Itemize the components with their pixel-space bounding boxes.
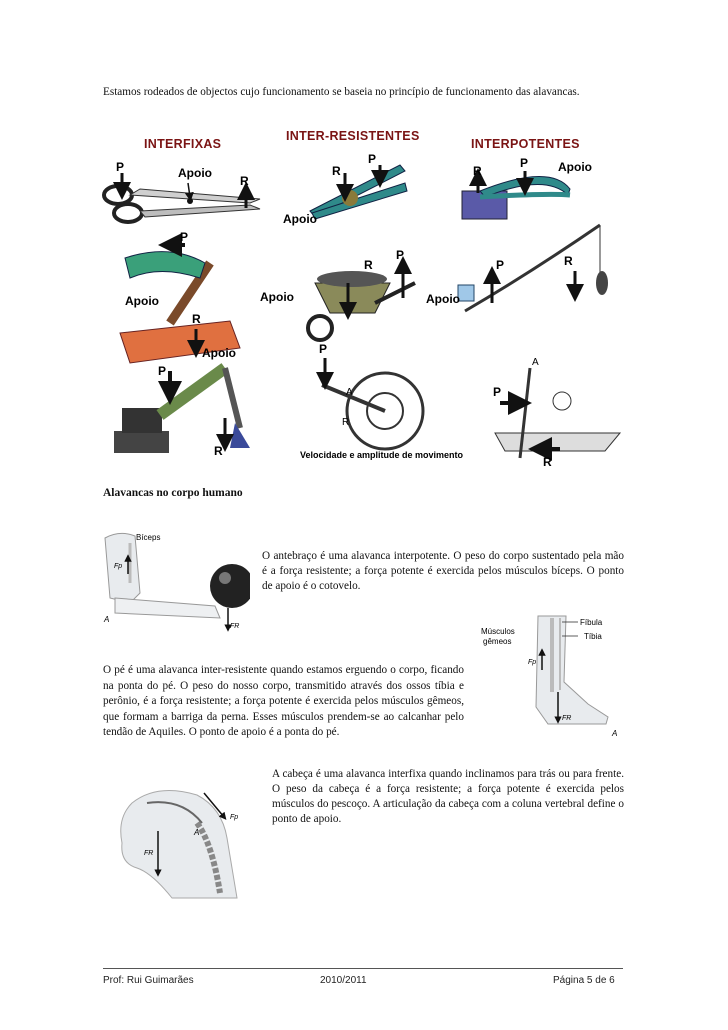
fr-label: FR xyxy=(562,715,572,722)
label-p: P xyxy=(496,258,505,272)
arm-paragraph: O antebraço é uma alavanca interpotente. O peso do corpo sustentado pela mão é a força resistente; a força potente é exercida pelos músculos bíceps. O ponto de apoio é o cotovelo. xyxy=(262,550,624,592)
label-p: P xyxy=(180,230,189,244)
tibia-label: Tíbia xyxy=(584,632,602,641)
gemeos-label: gêmeos xyxy=(483,637,512,646)
label-apoio: Apoio xyxy=(283,212,317,226)
label-apoio: Apoio xyxy=(260,290,294,304)
lever-illustrations xyxy=(100,153,630,470)
label-r: R xyxy=(473,164,482,178)
footer-divider xyxy=(103,968,623,969)
label-apoio: Apoio xyxy=(202,346,236,360)
head-figure xyxy=(112,783,262,901)
lever-examples-figure xyxy=(100,125,630,470)
label-p: P xyxy=(319,342,328,356)
label-apoio: Apoio xyxy=(178,166,212,180)
label-p: P xyxy=(116,160,125,174)
label-p: P xyxy=(368,153,377,166)
label-p: P xyxy=(396,248,405,262)
label-r: R xyxy=(342,417,350,428)
section-title: Alavancas no corpo humano xyxy=(103,487,243,499)
label-r: R xyxy=(364,258,373,272)
wheel-wrench-illustration xyxy=(322,358,423,449)
musculos-label: Músculos xyxy=(481,627,515,636)
fibula-label: Fíbula xyxy=(580,618,603,627)
label-p: P xyxy=(520,156,529,170)
label-r: R xyxy=(564,254,573,268)
arm-figure xyxy=(100,528,250,633)
fishing-rod-illustration xyxy=(458,225,608,311)
label-r: R xyxy=(543,455,552,469)
fp-label: Fp xyxy=(230,814,239,821)
excavator-illustration xyxy=(114,368,250,453)
biceps-label: Bíceps xyxy=(136,533,161,542)
intro-paragraph: Estamos rodeados de objectos cujo funcionamento se baseia no princípio de funcionamento das alavancas. xyxy=(103,86,580,98)
footer-author: Prof: Rui Guimarães xyxy=(103,975,194,986)
label-r: R xyxy=(332,164,341,178)
label-apoio: Apoio xyxy=(125,294,159,308)
head-paragraph: A cabeça é uma alavanca interfixa quando inclinamos para trás ou para frente. O peso da cabeça é a força resistente; a força potente é exercida pelos músculos do pescoço. A articulação da cabeça com a coluna vertebral define o ponto de apoio. xyxy=(272,768,624,825)
rowing-illustration xyxy=(495,368,620,458)
foot-figure xyxy=(478,612,628,740)
stapler-illustration xyxy=(462,171,570,219)
inter-resistentes-title: INTER-RESISTENTES xyxy=(286,129,420,143)
footer-year: 2010/2011 xyxy=(320,975,367,986)
label-p: P xyxy=(493,385,502,399)
a-label: A xyxy=(194,828,200,837)
scissors-illustration xyxy=(104,173,260,222)
foot-paragraph: O pé é uma alavanca inter-resistente quando estamos erguendo o corpo, ficando na ponta do pé. O peso do nosso corpo, transmitido através dos ossos tíbia e perônio, é a força resistente; a força potente é exercida pelos músculos gêmeos, que formam a barriga da perna. Esses músculos prendem-se ao calcanhar pelo tendão de Aquiles. O ponto de apoio é a ponta do pé. xyxy=(103,664,464,739)
wheelbarrow-illustration xyxy=(308,265,415,340)
a-label: A xyxy=(612,729,618,738)
label-r: R xyxy=(192,312,201,326)
label-apoio: Apoio xyxy=(558,160,592,174)
label-p: P xyxy=(158,364,167,378)
fr-label: FR xyxy=(144,850,154,857)
footer-page: Página 5 de 6 xyxy=(553,975,615,986)
label-a: A xyxy=(346,387,353,398)
interpotentes-title: INTERPOTENTES xyxy=(471,137,580,151)
fp-label: Fp xyxy=(528,659,537,666)
fr-label: FR xyxy=(230,623,240,630)
interfixas-title: INTERFIXAS xyxy=(144,137,222,151)
fp-label: Fp xyxy=(114,563,123,570)
wheel-caption: Velocidade e amplitude de movimento xyxy=(300,450,464,460)
label-r: R xyxy=(240,174,249,188)
nutcracker-illustration xyxy=(310,165,407,219)
label-r: R xyxy=(214,444,223,458)
a-label: A xyxy=(104,615,110,624)
label-a: A xyxy=(532,357,539,368)
label-apoio: Apoio xyxy=(426,292,460,306)
